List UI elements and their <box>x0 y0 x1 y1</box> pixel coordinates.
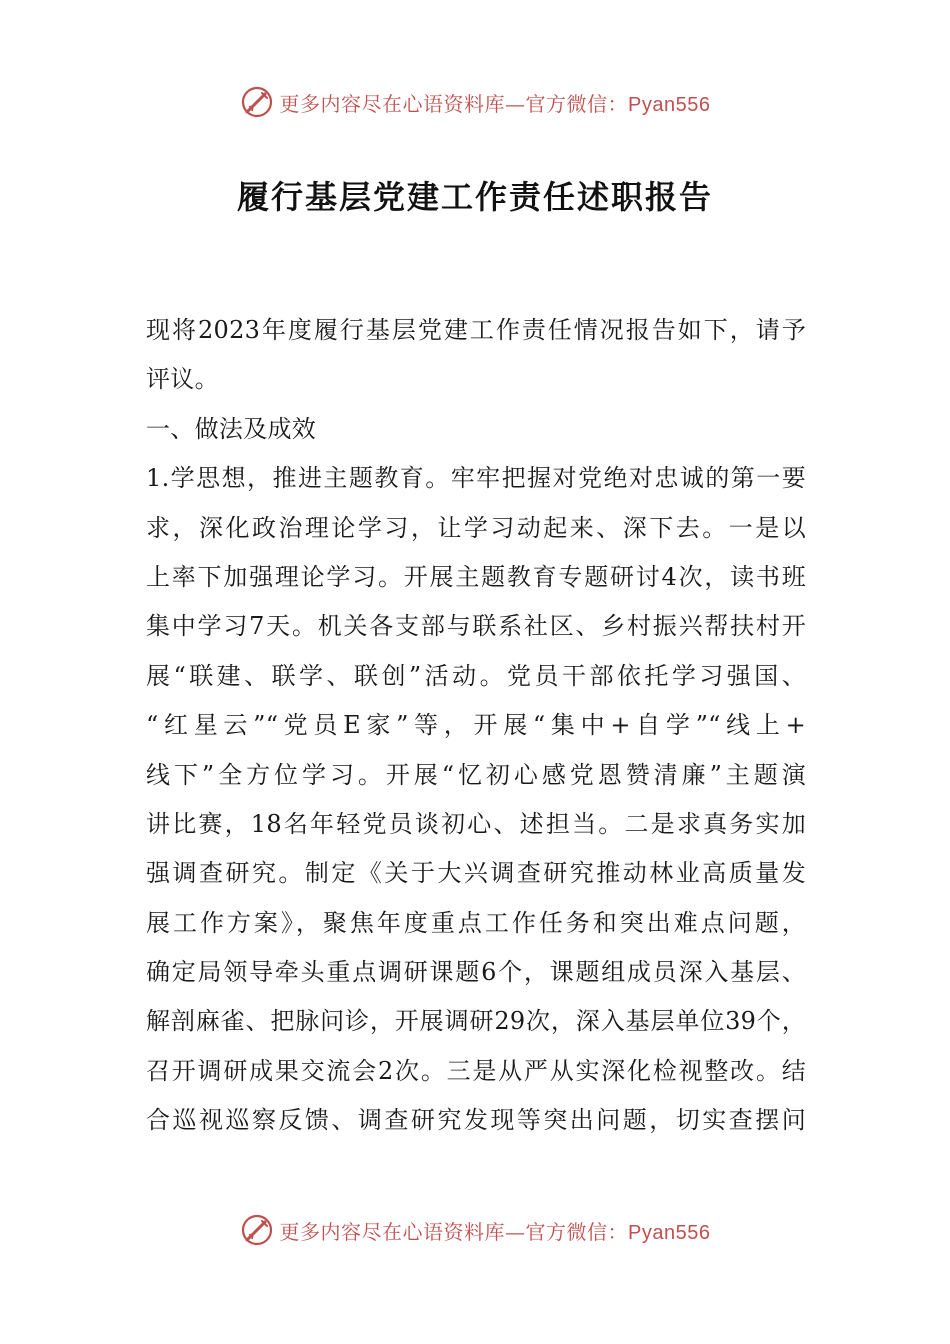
body-line: “红星云”“党员E家”等，开展“集中+自学”“线上+ <box>146 711 806 740</box>
body-line: 强调查研究。制定《关于大兴调查研究推动林业高质量发 <box>146 859 806 888</box>
body-line: 评议。 <box>146 365 219 394</box>
watermark-text: 更多内容尽在心语资料库—官方微信：Pyan556 <box>279 1219 711 1244</box>
body-line: 合巡视巡察反馈、调查研究发现等突出问题，切实查摆问 <box>146 1106 806 1135</box>
section-heading: 一、做法及成效 <box>146 414 317 443</box>
body-line: 确定局领导牵头重点调研课题6个，课题组成员深入基层、 <box>146 958 806 987</box>
pen-logo-icon <box>240 1213 274 1247</box>
body-line: 展“联建、联学、联创”活动。党员干部依托学习强国、 <box>146 661 806 690</box>
document-title: 履行基层党建工作责任述职报告 <box>236 178 713 216</box>
watermark-text: 更多内容尽在心语资料库—官方微信：Pyan556 <box>279 91 711 116</box>
body-line: 召开调研成果交流会2次。三是从严从实深化检视整改。结 <box>146 1056 806 1085</box>
body-line: 讲比赛，18名年轻党员谈初心、述担当。二是求真务实加 <box>146 809 806 838</box>
body-line: 展工作方案》，聚焦年度重点工作任务和突出难点问题， <box>146 908 806 937</box>
body-line: 求，深化政治理论学习，让学习动起来、深下去。一是以 <box>146 513 806 542</box>
footer-watermark <box>0 1210 950 1250</box>
body-line: 现将2023年度履行基层党建工作责任情况报告如下，请予 <box>146 316 806 344</box>
body-line: 解剖麻雀、把脉问诊，开展调研29次，深入基层单位39个， <box>146 1007 806 1036</box>
pen-logo-icon <box>240 85 274 119</box>
header-watermark <box>0 82 950 122</box>
document-body <box>146 306 806 1146</box>
body-line: 线下”全方位学习。开展“忆初心感党恩赞清廉”主题演 <box>146 760 806 789</box>
body-line: 1.学思想，推进主题教育。牢牢把握对党绝对忠诚的第一要 <box>146 464 806 493</box>
body-line: 上率下加强理论学习。开展主题教育专题研讨4次，读书班 <box>146 562 806 591</box>
body-line: 集中学习7天。机关各支部与联系社区、乡村振兴帮扶村开 <box>146 612 806 641</box>
